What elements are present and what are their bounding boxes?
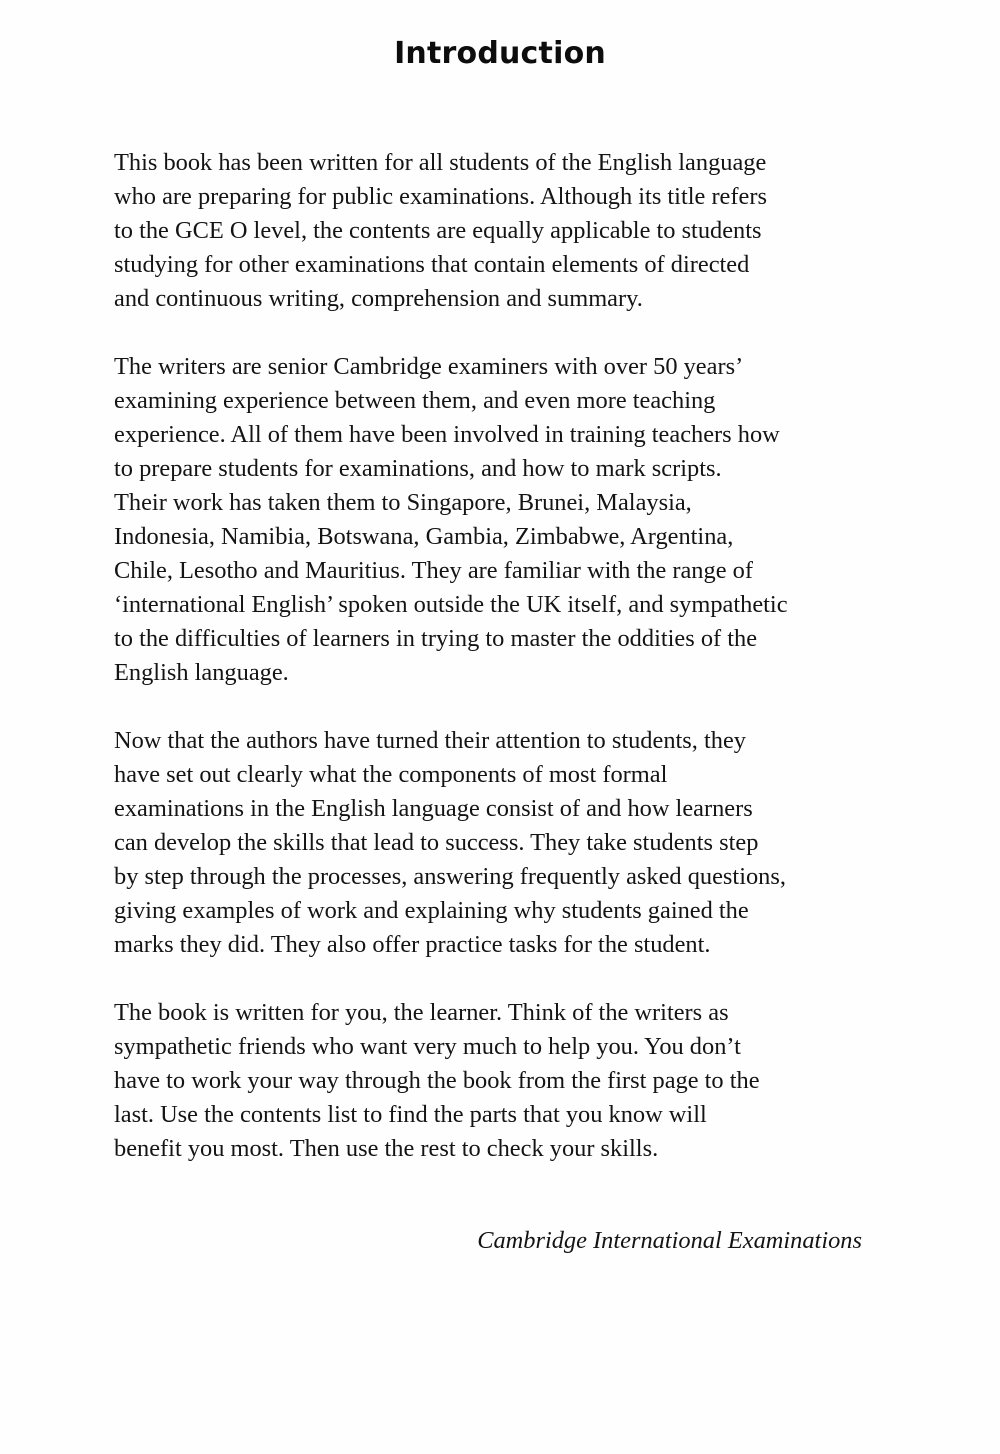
text-line: Chile, Lesotho and Mauritius. They are familiar with the range of bbox=[114, 557, 753, 584]
text-line: benefit you most. Then use the rest to check your skills. bbox=[114, 1135, 659, 1162]
text-line: have to work your way through the book from the first page to the bbox=[114, 1067, 760, 1094]
text-line: have set out clearly what the components of most formal bbox=[114, 761, 668, 788]
text-line: Their work has taken them to Singapore, Brunei, Malaysia, bbox=[114, 489, 692, 516]
text-line: English language. bbox=[114, 659, 289, 686]
text-line: Now that the authors have turned their attention to students, they bbox=[114, 727, 746, 754]
text-line: can develop the skills that lead to success. They take students step bbox=[114, 829, 759, 856]
text-line: and continuous writing, comprehension and summary. bbox=[114, 285, 643, 312]
text-line: The writers are senior Cambridge examiners with over 50 years’ bbox=[114, 353, 744, 380]
paragraph bbox=[114, 996, 874, 1166]
text-line: examinations in the English language consist of and how learners bbox=[114, 795, 753, 822]
text-line: last. Use the contents list to find the parts that you know will bbox=[114, 1101, 707, 1128]
text-line: This book has been written for all students of the English language bbox=[114, 149, 767, 176]
text-line: ‘international English’ spoken outside the UK itself, and sympathetic bbox=[114, 591, 788, 618]
text-line: to prepare students for examinations, and how to mark scripts. bbox=[114, 455, 722, 482]
text-line: to the GCE O level, the contents are equally applicable to students bbox=[114, 217, 762, 244]
text-line: by step through the processes, answering frequently asked questions, bbox=[114, 863, 786, 890]
signature: Cambridge International Examinations bbox=[477, 1227, 862, 1254]
text-line: Indonesia, Namibia, Botswana, Gambia, Zimbabwe, Argentina, bbox=[114, 523, 734, 550]
text-line: The book is written for you, the learner. Think of the writers as bbox=[114, 999, 729, 1026]
text-line: who are preparing for public examinations. Although its title refers bbox=[114, 183, 767, 210]
paragraph bbox=[114, 146, 874, 316]
text-line: experience. All of them have been involved in training teachers how bbox=[114, 421, 780, 448]
text-line: sympathetic friends who want very much to help you. You don’t bbox=[114, 1033, 741, 1060]
page-title: Introduction bbox=[394, 36, 606, 71]
text-line: giving examples of work and explaining why students gained the bbox=[114, 897, 749, 924]
text-line: studying for other examinations that contain elements of directed bbox=[114, 251, 750, 278]
text-line: to the difficulties of learners in trying to master the oddities of the bbox=[114, 625, 758, 652]
introduction-body bbox=[114, 146, 874, 1200]
text-line: examining experience between them, and even more teaching bbox=[114, 387, 716, 414]
paragraph bbox=[114, 350, 874, 690]
paragraph bbox=[114, 724, 874, 962]
text-line: marks they did. They also offer practice tasks for the student. bbox=[114, 931, 711, 958]
